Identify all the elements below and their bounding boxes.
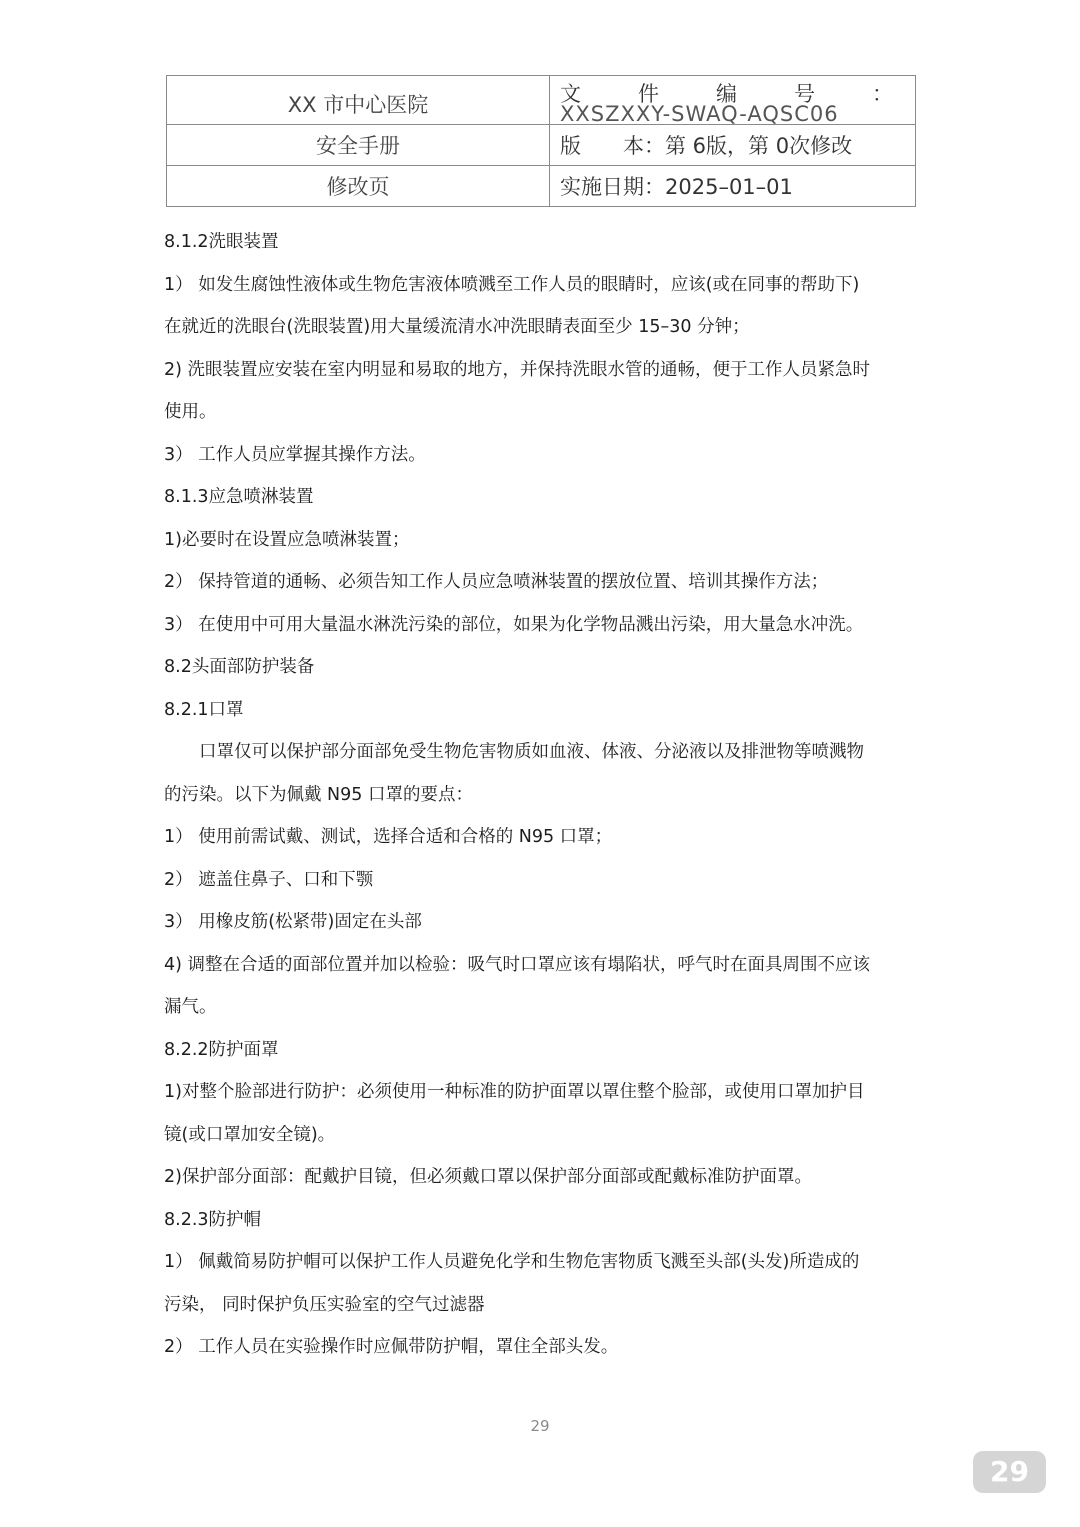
document-number-value: XXSZXXY-SWAQ-AQSC06: [560, 102, 839, 126]
paragraph-line: 1)对整个脸部进行防护：必须使用一种标准的防护面罩以罩住整个脸部，或使用口罩加护目: [164, 1082, 865, 1102]
paragraph-line: 2) 洗眼装置应安装在室内明显和易取的地方，并保持洗眼水管的通畅，便于工作人员紧急时: [164, 360, 871, 380]
document-number-label-char: 文: [560, 82, 581, 106]
paragraph-line: 使用。: [164, 402, 217, 422]
document-header-table: [166, 75, 916, 207]
paragraph-line: 口罩仅可以保护部分面部免受生物危害物质如血液、体液、分泌液以及排泄物等喷溅物: [164, 742, 864, 762]
document-number-label-char: 件: [638, 82, 659, 106]
paragraph-line: 4) 调整在合适的面部位置并加以检验：吸气时口罩应该有塌陷状，呼气时在面具周围不应该: [164, 955, 871, 975]
paragraph-line: 3） 工作人员应掌握其操作方法。: [164, 445, 426, 465]
hospital-name: XX 市中心医院: [167, 76, 550, 125]
paragraph-line: 镜(或口罩加安全镜)。: [164, 1125, 336, 1145]
document-number-cell: [550, 76, 916, 125]
paragraph-line: 2)保护部分面部：配戴护目镜，但必须戴口罩以保护部分面部或配戴标准防护面罩。: [164, 1167, 812, 1187]
paragraph-line: 2） 遮盖住鼻子、口和下颚: [164, 870, 374, 890]
paragraph-line: 2） 保持管道的通畅、必须告知工作人员应急喷淋装置的摆放位置、培训其操作方法；: [164, 572, 829, 592]
document-number-label-char: 编: [716, 82, 737, 106]
page-number: 29: [530, 1417, 550, 1435]
section-heading: 8.1.2洗眼装置: [164, 232, 279, 252]
version-info: 版 本：第 6版，第 0次修改: [550, 125, 916, 166]
section-heading: 8.2头面部防护装备: [164, 657, 315, 677]
paragraph-line: 2） 工作人员在实验操作时应佩带防护帽，罩住全部头发。: [164, 1337, 619, 1357]
revision-page-label: 修改页: [167, 166, 550, 207]
paragraph-line: 在就近的洗眼台(洗眼装置)用大量缓流清水冲洗眼睛表面至少 15–30 分钟；: [164, 317, 750, 337]
paragraph-line: 1） 佩戴简易防护帽可以保护工作人员避免化学和生物危害物质飞溅至头部(头发)所造成的: [164, 1252, 860, 1272]
paragraph-line: 污染， 同时保护负压实验室的空气过滤器: [164, 1295, 485, 1315]
paragraph-line: 的污染。以下为佩戴 N95 口罩的要点：: [164, 785, 473, 805]
page-indicator-badge: 29: [973, 1451, 1046, 1493]
document-number-label-char: ：: [872, 82, 893, 106]
section-heading: 8.2.3防护帽: [164, 1210, 262, 1230]
section-heading: 8.2.2防护面罩: [164, 1040, 279, 1060]
paragraph-line: 1） 如发生腐蚀性液体或生物危害液体喷溅至工作人员的眼睛时，应该(或在同事的帮助下): [164, 275, 860, 295]
paragraph-line: 漏气。: [164, 997, 217, 1017]
manual-title: 安全手册: [167, 125, 550, 166]
section-heading: 8.1.3应急喷淋装置: [164, 487, 314, 507]
section-heading: 8.2.1口罩: [164, 700, 244, 720]
paragraph-line: 1)必要时在设置应急喷淋装置；: [164, 530, 410, 550]
paragraph-line: 3） 在使用中可用大量温水淋洗污染的部位，如果为化学物品溅出污染，用大量急水冲洗。: [164, 615, 864, 635]
paragraph-line: 3） 用橡皮筋(松紧带)固定在头部: [164, 912, 422, 932]
document-number-label-char: 号: [794, 82, 815, 106]
effective-date: 实施日期：2025–01–01: [550, 166, 916, 207]
paragraph-line: 1） 使用前需试戴、测试，选择合适和合格的 N95 口罩；: [164, 827, 613, 847]
